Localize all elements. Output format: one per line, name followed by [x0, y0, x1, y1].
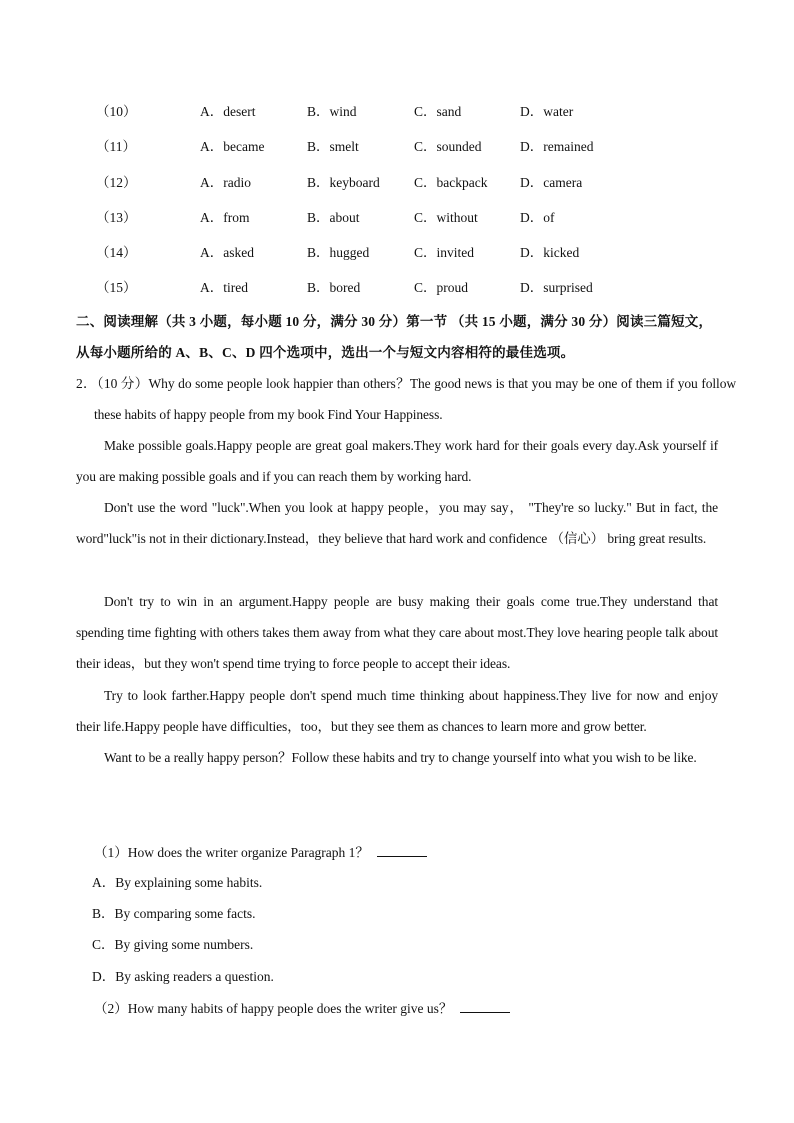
question-1-option-c: C．By giving some numbers. — [92, 937, 254, 952]
answer-blank[interactable] — [377, 842, 427, 857]
question-1 — [94, 842, 427, 863]
passage-paragraph-4: Try to look farther.Happy people don't spend much time thinking about happiness.They live for now and enjoy their life.Happy people have difficulties，too，but they see them as chances to learn more and grow better. — [76, 688, 718, 734]
option-a: A．desert — [200, 104, 256, 119]
option-a: A．from — [200, 210, 250, 225]
option-c: C．without — [414, 210, 478, 225]
option-b: B．about — [307, 210, 360, 225]
option-c: C．proud — [414, 280, 468, 295]
option-d: D．camera — [520, 175, 583, 190]
passage-paragraph-1: Make possible goals.Happy people are great goal makers.They work hard for their goals every day.Ask yourself if you are making possible goals and if you can reach them by working hard. — [76, 438, 718, 484]
option-row-11 — [0, 137, 794, 157]
question-1-option-b: B．By comparing some facts. — [92, 906, 256, 921]
question-number: （15） — [96, 280, 137, 295]
option-d: D．surprised — [520, 280, 593, 295]
passage-intro: 2．（10 分）Why do some people look happier than others？The good news is that you may be one of them if you follow these habits of happy people from my book Find Your Happiness. — [76, 376, 736, 422]
question-number: （12） — [96, 175, 137, 190]
passage-paragraph-2: Don't use the word "luck".When you look at happy people，you may say， "They're so lucky." But in fact, the word"luck"is not in their dictionary.Instead，they believe that hard work and confidence （信心） bring great results. — [76, 500, 718, 546]
question-1-option-d: D．By asking readers a question. — [92, 969, 274, 984]
option-c: C．sand — [414, 104, 462, 119]
option-d: D．remained — [520, 139, 594, 154]
option-a: A．became — [200, 139, 265, 154]
option-b: B．smelt — [307, 139, 359, 154]
passage-paragraph-5: Want to be a really happy person？Follow these habits and try to change yourself into what you wish to be like. — [104, 750, 697, 765]
option-b: B．keyboard — [307, 175, 380, 190]
answer-blank[interactable] — [460, 998, 510, 1013]
option-a: A．tired — [200, 280, 248, 295]
option-row-15 — [0, 278, 794, 298]
question-2 — [94, 998, 510, 1019]
question-1-text: （1）How does the writer organize Paragraph 1？ — [94, 845, 369, 860]
option-d: D．of — [520, 210, 555, 225]
option-a: A．asked — [200, 245, 254, 260]
option-c: C．invited — [414, 245, 474, 260]
section-heading: 二、阅读理解（共 3 小题，每小题 10 分，满分 30 分）第一节 （共 15 小题，满分 30 分）阅读三篇短文，从每小题所给的 A、B、C、D 四个选项中，选出一个与短文内容相符的最佳选项。 — [76, 314, 713, 360]
option-b: B．hugged — [307, 245, 370, 260]
option-row-14 — [0, 243, 794, 263]
question-number: （11） — [96, 139, 136, 154]
option-row-12 — [0, 173, 794, 193]
question-number: （14） — [96, 245, 137, 260]
option-a: A．radio — [200, 175, 251, 190]
question-2-text: （2）How many habits of happy people does the writer give us？ — [94, 1001, 453, 1016]
option-b: B．wind — [307, 104, 357, 119]
question-number: （10） — [96, 104, 137, 119]
option-row-10 — [0, 102, 794, 122]
passage-paragraph-3: Don't try to win in an argument.Happy people are busy making their goals come true.They understand that spending time fighting with others takes them away from what they care about most.They love hearing people talk about their ideas，but they won't spend time trying to force people to accept their ideas. — [76, 594, 718, 671]
question-1-option-a: A．By explaining some habits. — [92, 875, 263, 890]
option-d: D．water — [520, 104, 574, 119]
option-c: C．sounded — [414, 139, 482, 154]
question-number: （13） — [96, 210, 137, 225]
option-c: C．backpack — [414, 175, 488, 190]
option-row-13 — [0, 208, 794, 228]
option-b: B．bored — [307, 280, 361, 295]
option-d: D．kicked — [520, 245, 580, 260]
